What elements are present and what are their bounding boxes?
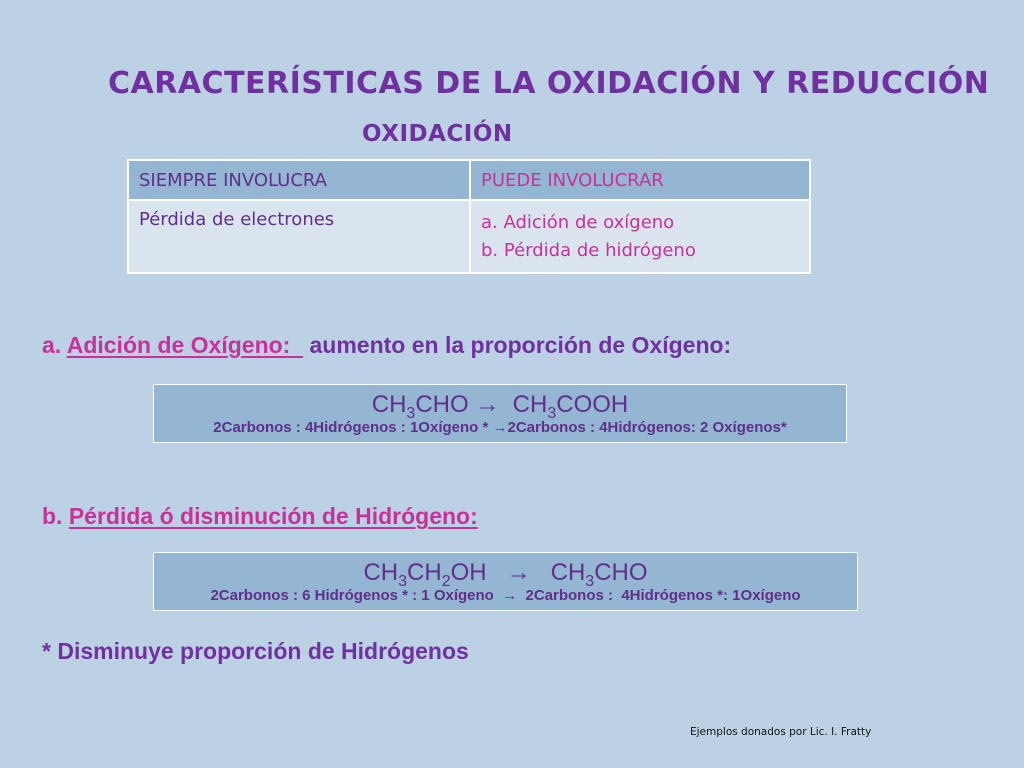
formula-a-equation [154, 391, 846, 422]
slide-title: CARACTERÍSTICAS DE LA OXIDACIÓN Y REDUCCIÓN [108, 66, 990, 101]
section-a-description: aumento en la proporción de Oxígeno: [303, 332, 732, 358]
formula-b-equation [154, 559, 857, 590]
formula-a-term: CH [512, 391, 548, 418]
oxidation-table [127, 159, 811, 274]
formula-a-box [153, 384, 847, 443]
formula-a-term: CHO [415, 391, 469, 418]
cell-electron-loss: Pérdida de electrones [139, 209, 335, 230]
table-header-row [128, 160, 810, 200]
header-always-involves: SIEMPRE INVOLUCRA [128, 160, 470, 200]
cell-may-involve [470, 200, 810, 273]
section-a-line [42, 330, 731, 360]
note-line: * Disminuye proporción de Hidrógenos [42, 638, 469, 664]
cell-hydrogen-loss: b. Pérdida de hidrógeno [481, 239, 696, 261]
header-may-involve: PUEDE INVOLUCRAR [470, 160, 810, 200]
formula-b-term: CH [407, 559, 442, 586]
section-b-heading: Pérdida ó disminución de Hidrógeno: [68, 503, 478, 529]
formula-a-term: COOH [556, 391, 629, 418]
section-b-prefix: b. [42, 503, 69, 529]
formula-b-subscript: 3 [585, 572, 595, 590]
section-a-heading: Adición de Oxígeno: [66, 332, 304, 358]
formula-b-arrow: → [486, 559, 551, 586]
formula-b-term: CHO [594, 559, 648, 586]
section-a-prefix: a. [42, 332, 67, 358]
formula-a-subscript: 3 [406, 404, 416, 422]
cell-always-involves [128, 200, 470, 273]
formula-b-term: OH [450, 559, 487, 586]
formula-b-subscript: 3 [398, 572, 408, 590]
formula-a-term: CH [371, 391, 407, 418]
formula-a-arrow: → [468, 391, 513, 418]
credit-text: Ejemplos donados por Lic. I. Fratty [690, 726, 872, 738]
formula-a-detail: 2Carbonos : 4Hidrógenos : 1Oxígeno * →2Carbonos : 4Hidrógenos: 2 Oxígenos* [213, 419, 787, 436]
formula-b-term: CH [550, 559, 586, 586]
table-row [128, 200, 810, 273]
section-b-line [42, 501, 478, 531]
formula-b-subscript: 2 [441, 572, 451, 590]
formula-b-detail: 2Carbonos : 6 Hidrógenos * : 1 Oxígeno → 2Carbonos : 4Hidrógenos *: 1Oxígeno [210, 587, 801, 604]
formula-a-subscript: 3 [547, 404, 557, 422]
cell-oxygen-addition: a. Adición de oxígeno [481, 211, 675, 233]
slide-subtitle: OXIDACIÓN [362, 121, 513, 147]
formula-b-box [153, 552, 858, 611]
formula-b-term: CH [363, 559, 399, 586]
